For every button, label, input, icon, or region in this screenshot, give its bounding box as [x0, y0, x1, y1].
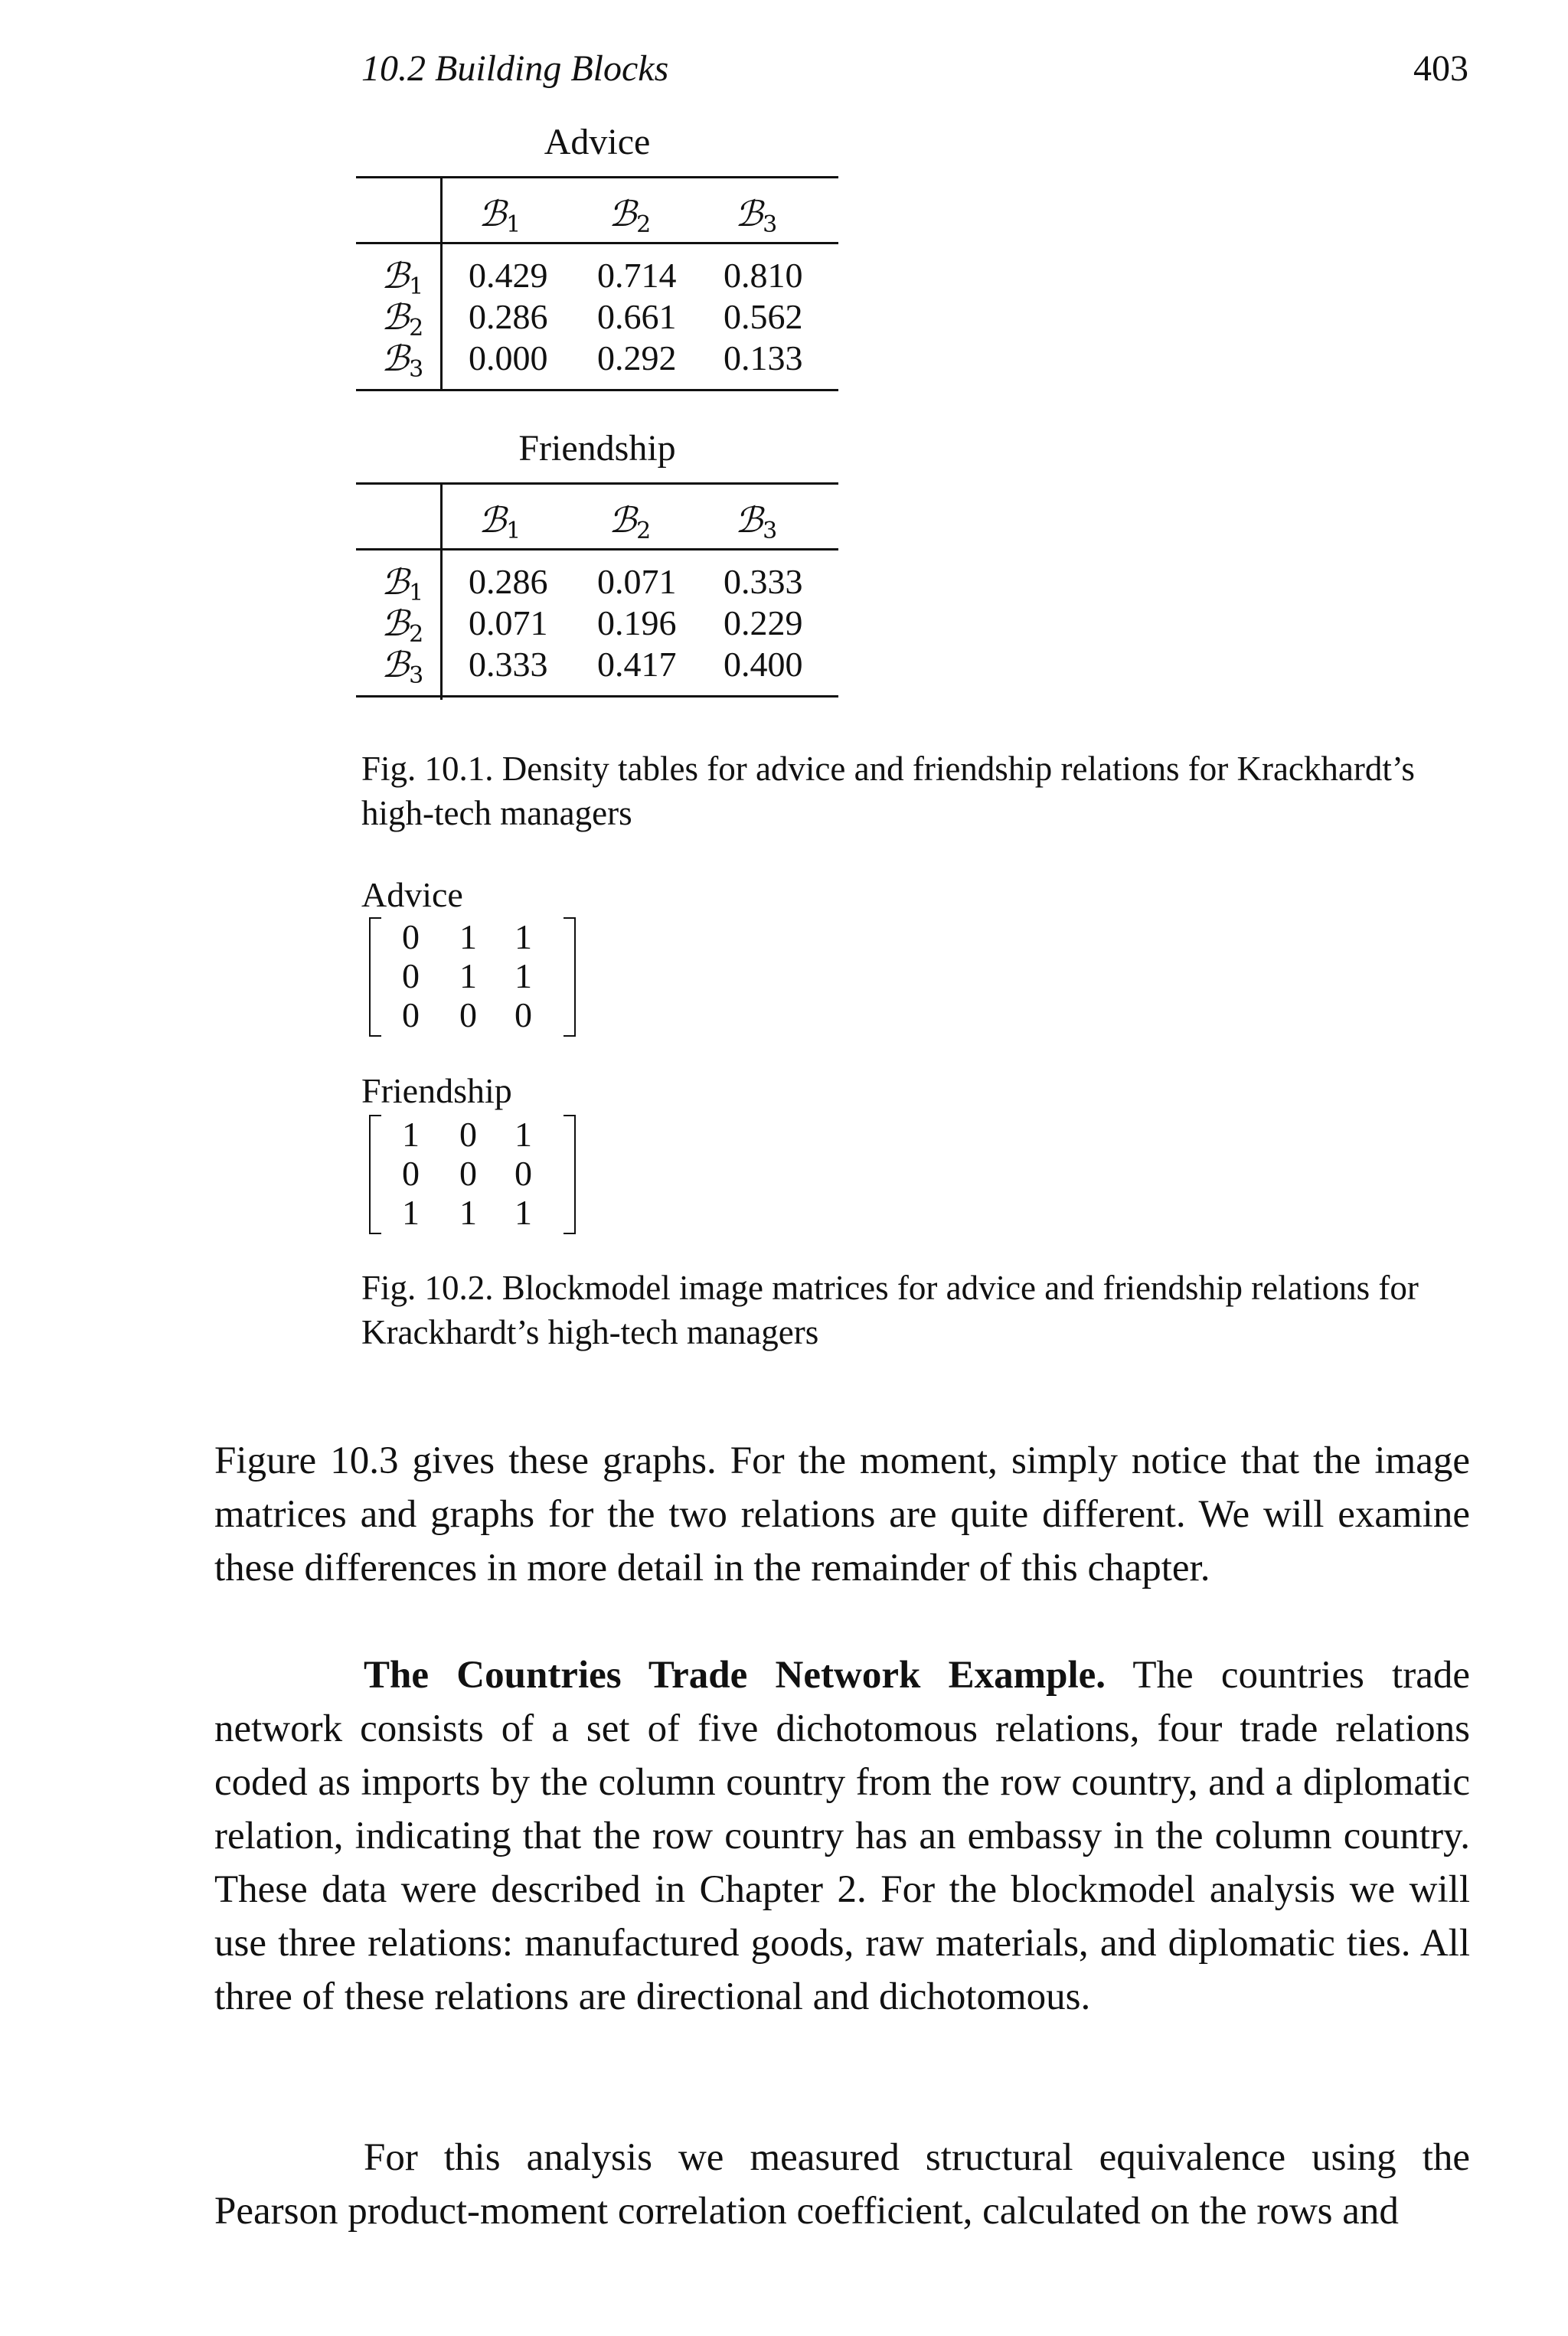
matrix-cell: 0 [459, 1154, 477, 1193]
table-cell: 0.661 [597, 297, 677, 336]
matrix-cell: 0 [402, 917, 420, 956]
matrix-cell: 0 [402, 956, 420, 995]
column-header: ℬ$_1$ [479, 499, 521, 544]
running-header-section: 10.2 Building Blocks [361, 48, 669, 89]
table-top-rule [356, 482, 838, 485]
table-cell: 0.000 [469, 338, 548, 377]
row-header: ℬ$_3$ [381, 644, 424, 689]
right-bracket [564, 1115, 576, 1234]
table-bottom-rule [356, 389, 838, 391]
table-cell: 0.071 [597, 562, 677, 601]
paragraph-heading: The Countries Trade Network Example. [364, 1654, 1106, 1697]
table-header-rule [356, 548, 838, 551]
matrix-cell: 1 [514, 1193, 532, 1232]
figure-caption-10-2: Fig. 10.2. Blockmodel image matrices for advice and friendship relations for Krackhardt’s high-tech managers [361, 1269, 1419, 1351]
table-row-divider [440, 178, 443, 389]
table-cell: 0.286 [469, 562, 548, 601]
matrix-cell: 1 [402, 1193, 420, 1232]
right-bracket [564, 917, 576, 1037]
matrix-cell: 0 [514, 1154, 532, 1193]
table-cell: 0.196 [597, 603, 677, 642]
paragraph: For this analysis we measured structural equivalence using the Pearson product-moment correlation coefficient, calculated on the rows and [214, 2136, 1470, 2233]
table-cell: 0.400 [724, 645, 803, 684]
table-cell: 0.292 [597, 338, 677, 377]
table-cell: 0.562 [724, 297, 803, 336]
paragraph: The Countries Trade Network Example. The countries trade network consists of a set of five dichotomous relations, four trade relations coded as imports by the column country from the row country, and a diplomatic relation, indicating that the row country has an embassy in the column country. These data were described in Chapter 2. For the blockmodel analysis we will use three relations: manufactured goods, raw materials, and diplomatic ties. All three of these relations are directional and dichotomous. [214, 1654, 1470, 2018]
figure-caption-10-1: Fig. 10.1. Density tables for advice and friendship relations for Krackhardt’s high-tech managers [361, 750, 1415, 832]
table-cell: 0.133 [724, 338, 803, 377]
body-text [214, 1434, 1470, 1595]
matrix-cell: 1 [459, 956, 477, 995]
column-header: ℬ$_2$ [609, 499, 652, 544]
matrix-cell: 0 [402, 1154, 420, 1193]
friendship-matrix-label: Friendship [361, 1071, 512, 1110]
row-header: ℬ$_2$ [381, 603, 424, 648]
row-header: ℬ$_1$ [381, 255, 424, 300]
matrix-cell: 0 [459, 1115, 477, 1154]
friendship-table-title: Friendship [518, 428, 676, 469]
advice-matrix-label: Advice [361, 875, 463, 914]
table-cell: 0.286 [469, 297, 548, 336]
table-cell: 0.333 [469, 645, 548, 684]
matrix-cell: 1 [459, 1193, 477, 1232]
table-top-rule [356, 176, 838, 178]
matrix-cell: 1 [514, 956, 532, 995]
table-bottom-rule [356, 695, 838, 698]
table-cell: 0.810 [724, 256, 803, 295]
matrix-cell: 0 [459, 995, 477, 1034]
table-cell: 0.333 [724, 562, 803, 601]
table-row-divider [440, 484, 443, 700]
page-number: 403 [1413, 48, 1468, 89]
matrix-cell: 1 [459, 917, 477, 956]
column-header: ℬ$_1$ [479, 193, 521, 238]
column-header: ℬ$_2$ [609, 193, 652, 238]
table-header-rule [356, 242, 838, 244]
left-bracket [369, 917, 381, 1037]
paragraph: Figure 10.3 gives these graphs. For the moment, simply notice that the image matrices and graphs for the two relations are quite different. We will examine these differences in more detail in the remainder of this chapter. [214, 1439, 1470, 1589]
matrix-cell: 1 [402, 1115, 420, 1154]
body-text [214, 2131, 1470, 2238]
left-bracket [369, 1115, 381, 1234]
table-cell: 0.714 [597, 256, 677, 295]
row-header: ℬ$_3$ [381, 338, 424, 383]
column-header: ℬ$_3$ [735, 499, 778, 544]
matrix-cell: 0 [402, 995, 420, 1034]
table-cell: 0.071 [469, 603, 548, 642]
matrix-cell: 0 [514, 995, 532, 1034]
advice-table-title: Advice [544, 122, 651, 162]
column-header: ℬ$_3$ [735, 193, 778, 238]
row-header: ℬ$_2$ [381, 296, 424, 341]
row-header: ℬ$_1$ [381, 561, 424, 606]
table-cell: 0.417 [597, 645, 677, 684]
matrix-cell: 1 [514, 1115, 532, 1154]
table-cell: 0.429 [469, 256, 548, 295]
table-cell: 0.229 [724, 603, 803, 642]
matrix-cell: 1 [514, 917, 532, 956]
body-text [214, 1648, 1470, 2024]
